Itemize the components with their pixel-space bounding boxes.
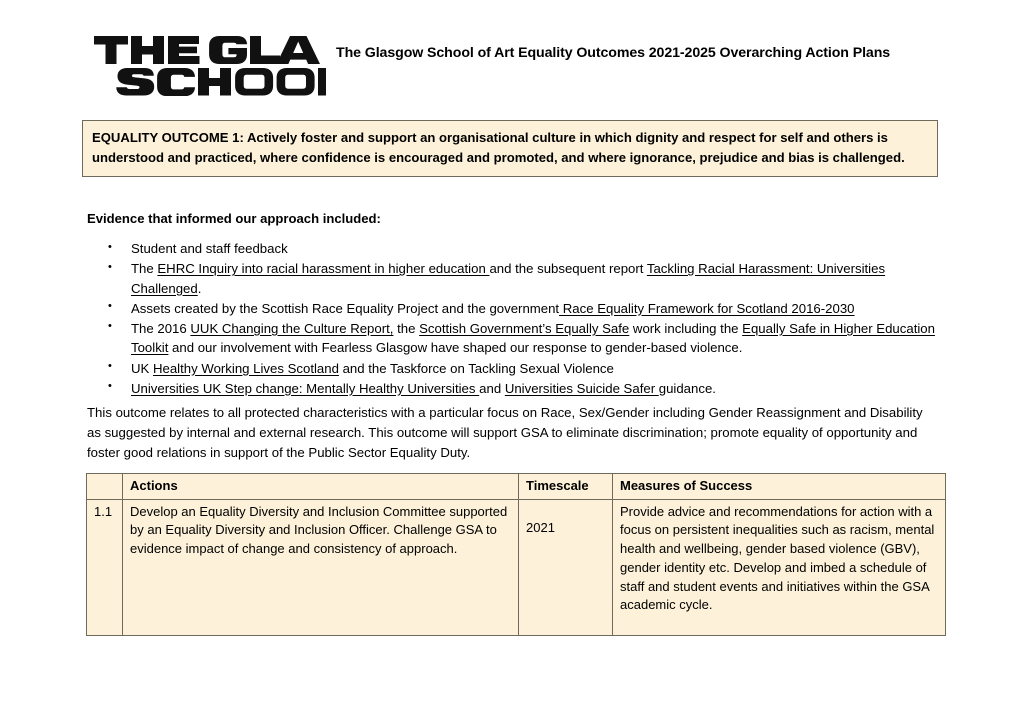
document-title: The Glasgow School of Art Equality Outcomes 2021-2025 Overarching Action Plans	[336, 45, 891, 61]
cell-timescale-value: 2021	[526, 519, 555, 535]
bullet-text: and the subsequent report	[489, 261, 647, 277]
reference-link[interactable]: Race Equality Framework for Scotland 2016-2030	[559, 300, 855, 316]
reference-link[interactable]: Universities UK Step change: Mentally Healthy Universities	[131, 380, 480, 396]
bullet-text: The	[131, 261, 158, 277]
bullet-text: the	[393, 320, 420, 336]
column-header-ref	[87, 474, 123, 500]
bullet-text: .	[197, 280, 202, 296]
bullet-text: and	[479, 380, 505, 396]
column-header-actions: Actions	[123, 474, 519, 500]
bullet-text: and our involvement with Fearless Glasgow have shaped our response to gender-based violence.	[168, 340, 743, 356]
bullet-scottish-race-equality-project	[87, 299, 947, 319]
outcome-scope-paragraph: This outcome relates to all protected characteristics with a particular focus on Race, Sex/Gender including Gender Reassignment and Disability as suggested by internal and external research. This outcome will support GSA to eliminate discrimination; promote equality of opportunity and foster good relations in support of the Public Sector Equality Duty.	[87, 405, 923, 460]
bullet-text: The 2016	[131, 320, 191, 336]
gsa-logo	[94, 36, 324, 96]
equality-outcome-text: EQUALITY OUTCOME 1: Actively foster and support an organisational culture in which dignity and respect for self and others is understood and practiced, where confidence is encouraged and promoted, and where ignorance, prejudice and bias is challenged.	[92, 130, 905, 166]
cell-measures: Provide advice and recommendations for action with a focus on persistent inequalities such as racism, mental health and wellbeing, gender based violence (GBV), gender identity etc. Develop and imbed a schedule of staff and student events and initiatives within the GSA academic cycle.	[613, 499, 946, 635]
reference-link[interactable]: Healthy Working Lives Scotland	[152, 360, 339, 376]
bullet-text: Student and staff feedback	[131, 241, 288, 256]
table-row	[87, 499, 946, 635]
column-header-timescale: Timescale	[519, 474, 613, 500]
reference-link[interactable]: Tackling Racial Harassment: Universities Challenged	[131, 261, 886, 296]
bullet-ehrc-inquiry	[87, 259, 947, 298]
bullet-student-staff-feedback	[87, 239, 947, 259]
reference-link[interactable]: EHRC Inquiry into racial harassment in higher education	[157, 261, 490, 277]
bullet-healthy-working-lives	[87, 359, 947, 379]
reference-link[interactable]: Scottish Government’s Equally Safe	[419, 320, 630, 336]
bullet-uuk-changing-culture	[87, 319, 947, 358]
action-plan-table	[86, 473, 946, 636]
table-body	[87, 499, 946, 635]
equality-outcome-callout	[82, 120, 938, 177]
column-header-measures: Measures of Success	[613, 474, 946, 500]
reference-link[interactable]: UUK Changing the Culture Report,	[190, 320, 394, 336]
cell-action: Develop an Equality Diversity and Inclusion Committee supported by an Equality Diversity and Inclusion Officer. Challenge GSA to evidence impact of change and consistency of approach.	[123, 499, 519, 635]
cell-reference: 1.1	[87, 499, 123, 635]
bullet-text: guidance.	[658, 380, 716, 396]
bullet-text: Assets created by the Scottish Race Equality Project and the government	[131, 300, 560, 316]
bullet-text: UK	[131, 360, 153, 376]
reference-link[interactable]: Universities Suicide Safer	[504, 380, 659, 396]
evidence-heading: Evidence that informed our approach included:	[87, 211, 381, 226]
reference-link[interactable]: Equally Safe in Higher Education Toolkit	[131, 320, 935, 356]
evidence-bullet-list	[87, 239, 947, 399]
bullet-step-change-mentally-healthy	[87, 379, 947, 399]
table-header-row	[87, 474, 946, 500]
bullet-text: work including the	[629, 320, 743, 336]
bullet-text: and the Taskforce on Tackling Sexual Violence	[338, 360, 614, 376]
page-header	[0, 0, 1024, 110]
cell-timescale	[519, 499, 613, 635]
